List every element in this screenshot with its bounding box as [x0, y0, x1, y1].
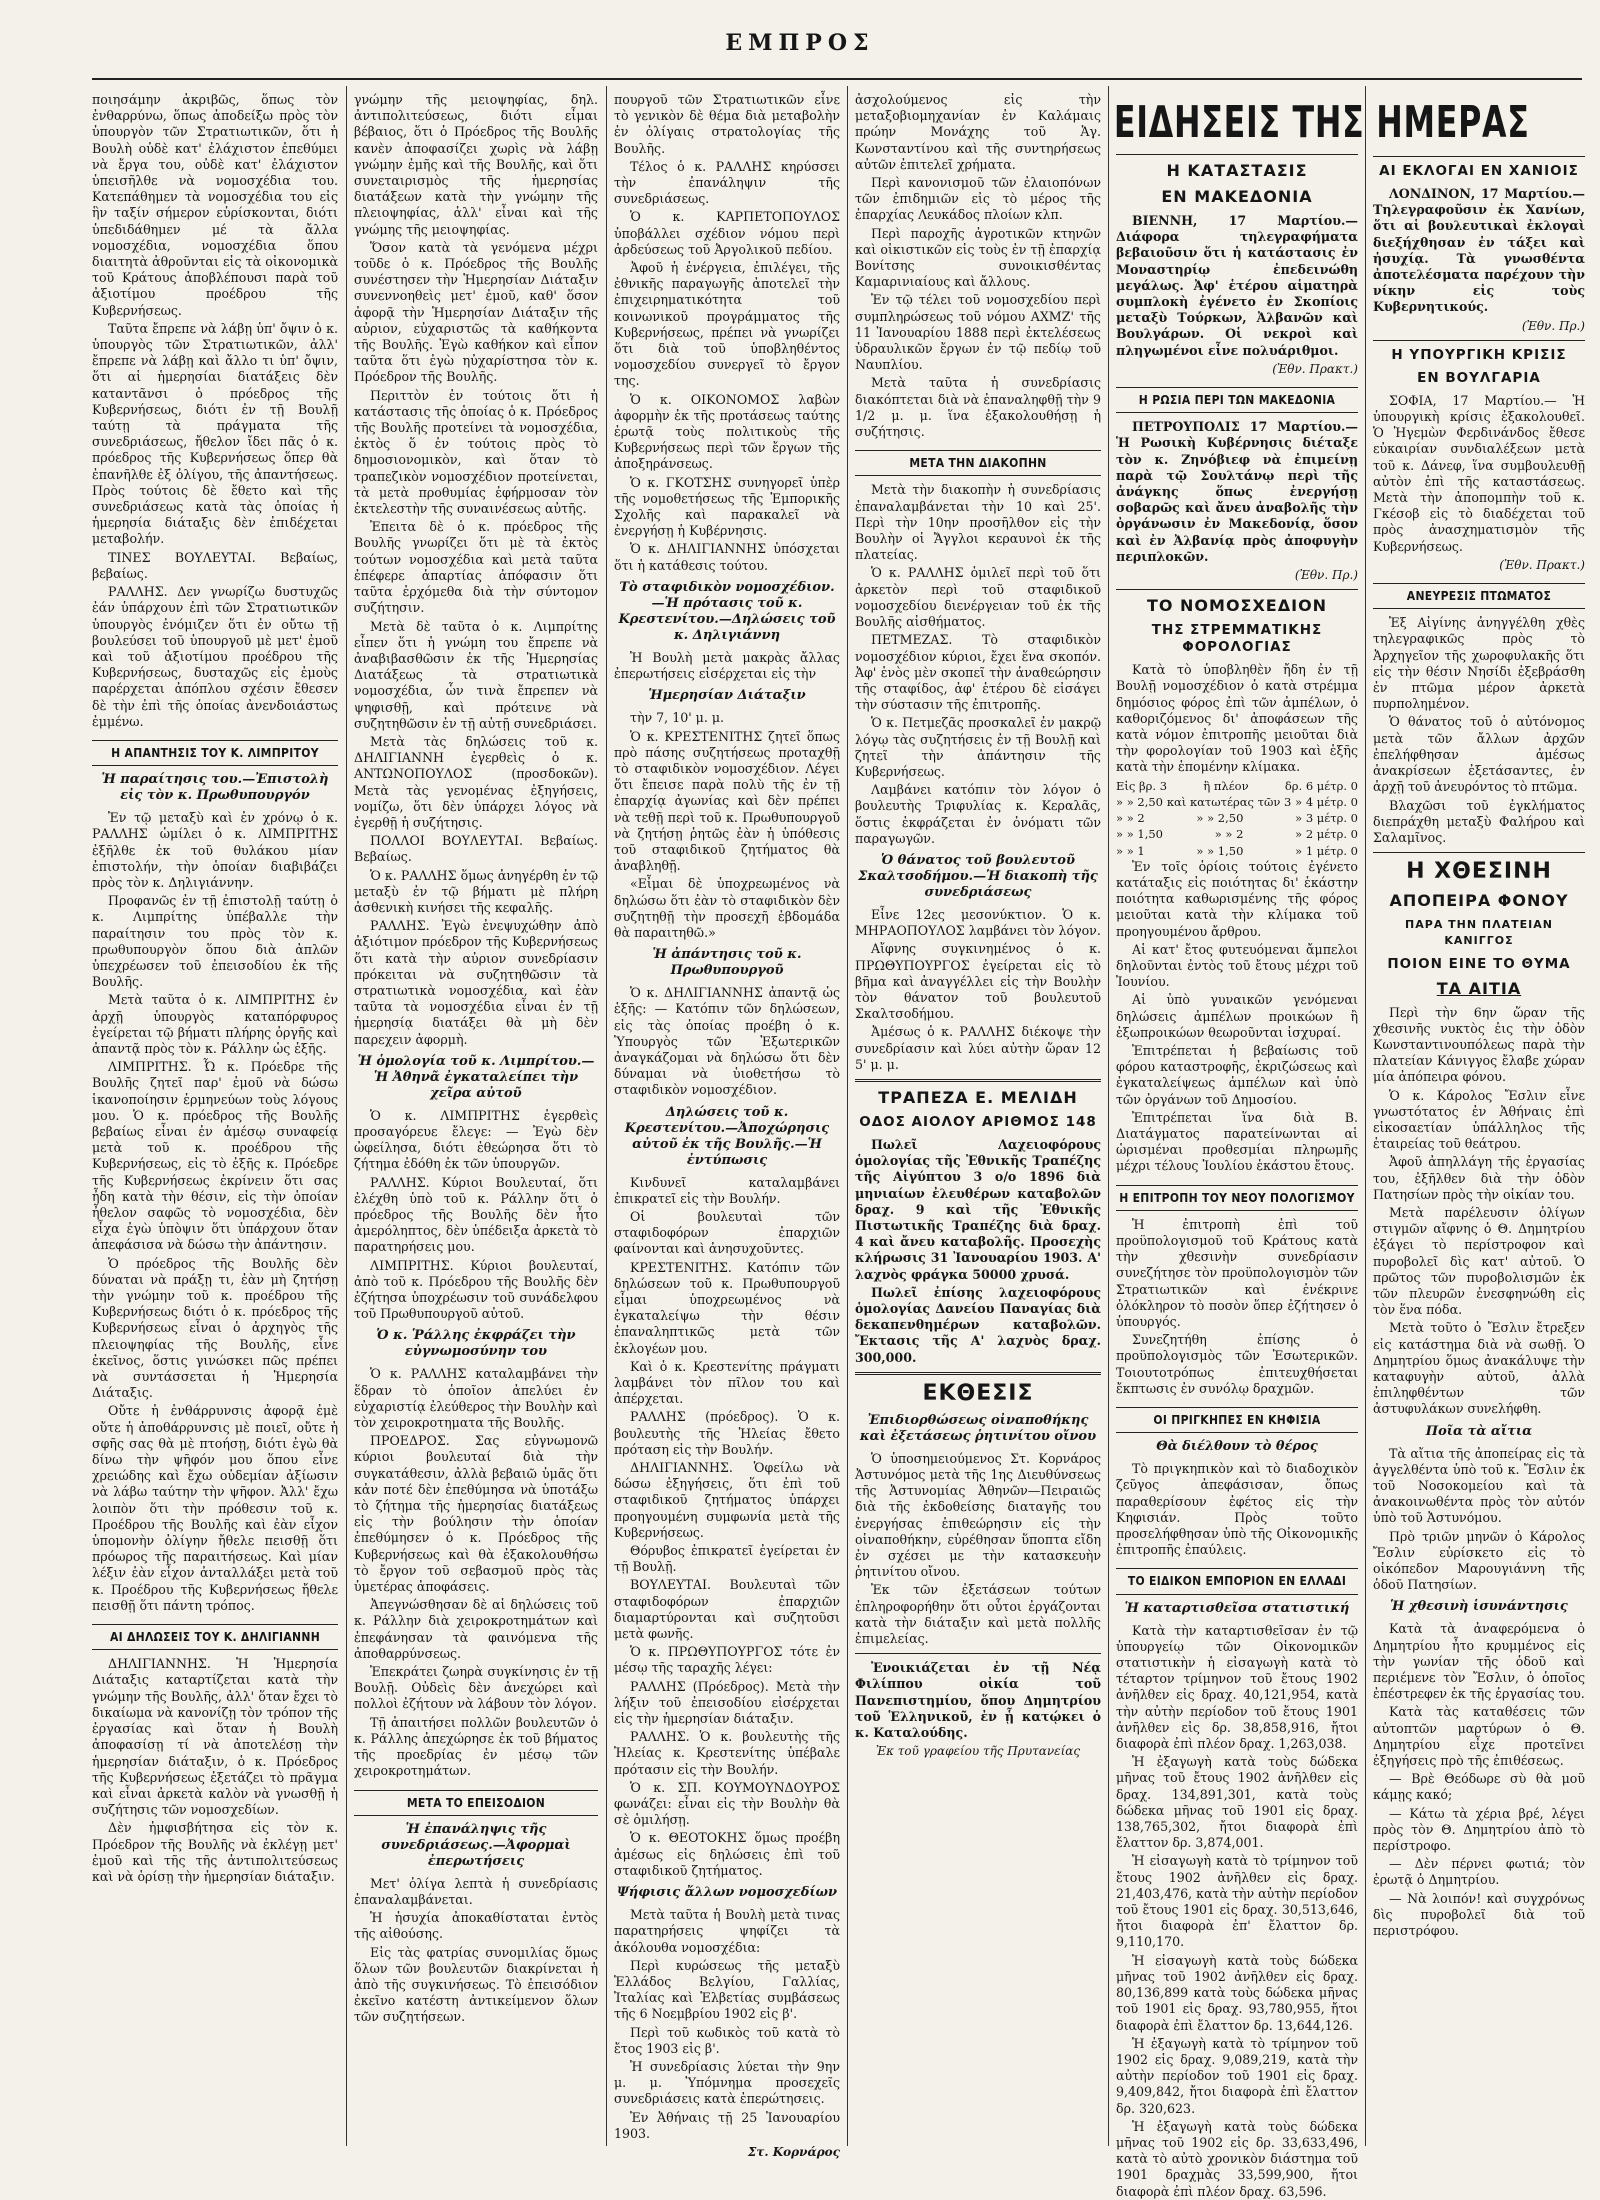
paragraph: — Δὲν πέρνει φωτιά; τὸν ἐρωτᾷ ὁ Δημητρίου.	[1373, 1856, 1585, 1888]
paragraph: Κατὰ τὰς καταθέσεις τῶν αὐτοπτῶν μαρτύρων ὁ Θ. Δημητρίου εἶχε προτεῖνει ἐξηγήσεις πρὸ τῆς ἐπιθέσεως.	[1373, 1704, 1585, 1769]
table-cell: δρ. 6 μέτρ. 0	[1284, 778, 1358, 793]
paragraph: Ὁ κ. Κάρολος Ἔσλιν εἶνε γνωστότατος ἐν Ἀθήναις ἐπὶ εἰκοσαετίαν ὑπάλληλος τῆς ἑταιρείας τοῦ θεάτρου.	[1373, 1087, 1585, 1152]
paragraph: ΛΟΝΔΙΝΟΝ, 17 Μαρτίου.— Τηλεγραφοῦσιν ἐκ Χανίων, ὅτι αἱ βουλευτικαὶ ἐκλογαὶ διεξήχθησαν ἐν τάξει καὶ ἡσυχίᾳ. Τὰ γνωσθέντα ἀποτελέσματα παρέχουν τὴν νίκην εἰς τοὺς Κυβερνητικούς.	[1373, 186, 1585, 315]
paragraph: ΡΑΛΛΗΣ. Δεν γνωρίζω δυστυχῶς ἐάν ὑπάρχουν ἐπὶ τῶν Στρατιωτικῶν ὑπουργὸς ἐνόμιζεν ὅτι ἐν οὔτω τῇ βουλεύσει τοῦ ὑπουργοῦ μὲ μετ' ἐμοῦ καὶ τοῦ ἀξιοτίμου προέδρου τῆς Κυβερνήσεως, δυσταχῶς εἰς ἐμοὺς παρέρχεται ἀπόπλου σχέσιν ἔθεσεν δὲ τὴν ἐπὶ τῆς ὁποίας ἀνενδοιάστως ἐμμένω.	[92, 584, 338, 729]
subheading: Ἡ ἀπάντησις τοῦ κ. Πρωθυπουργοῦ	[652, 947, 802, 979]
paragraph: Ὁ κ. ΟΙΚΟΝΟΜΟΣ λαβὼν ἀφορμὴν ἐκ τῆς προτάσεως ταύτης ἐρωτᾷ τοὺς πολιτικοὺς τῆς Κυβερνήσεως περὶ τῶν ἔργων τῆς ἀποξηράνσεως.	[614, 391, 840, 472]
paragraph: Ὁ κ. ΚΑΡΠΕΤΟΠΟΥΛΟΣ ὑποβάλλει σχέδιον νόμου περὶ ἀρδεύσεως τοῦ Ἀργολικοῦ πεδίου.	[614, 209, 840, 257]
paragraph: Λαμβάνει κατόπιν τὸν λόγον ὁ βουλευτὴς Τριφυλίας κ. Κεραλᾶς, ὅστις ἐκφράζεται ἐν ὀνόματι τῶν παραγωγῶν.	[855, 782, 1101, 846]
paragraph: Μετὰ ταῦτα ἡ συνεδρίασις διακόπτεται διὰ νὰ ἐπαναληφθῇ τὴν 9 1/2 μ. μ. ἵνα ἐξακολουθήσῃ ἡ συζήτησις.	[855, 375, 1101, 440]
paragraph: ΡΑΛΛΗΣ (πρόεδρος). Ὁ κ. βουλευτὴς τῆς Ἠλείας ἔθετο πρόταση εἰς τὴν Βουλήν.	[614, 1409, 840, 1457]
paragraph: Μετὰ ταῦτα ἡ Βουλὴ μετὰ τινας παρατηρήσεις ψηφίζει τὰ ἀκόλουθα νομοσχέδια:	[614, 1907, 840, 1955]
paragraph: Μετὰ τὴν διακοπὴν ἡ συνεδρίασις ἐπαναλαμβάνεται τὴν 10 καὶ 25'. Περὶ τὴν 10ην προσῆλθον εἰς τὴν Βουλὴν οἱ Ἄγγλοι κεραυνοὶ ἐκ τῆς πλατείας.	[855, 482, 1101, 563]
table-cell: » » 2,50	[1116, 794, 1163, 809]
paragraph: Ἐν τῷ τέλει τοῦ νομοσχεδίου περὶ συμπληρώσεως τοῦ νόμου ΑΧΜΖ' τῆς 11 Ἰανουαρίου 1888 περὶ ἐκτελέσεως ὑδραυλικῶν ἔργων ἐν τῷ πεδίῳ τοῦ Ναυπλίου.	[855, 292, 1101, 373]
column-1	[92, 92, 338, 2142]
paragraph: — Κάτω τὰ χέρια βρέ, λέγει πρὸς τὸν Θ. Δημητρίου ἀπὸ τὸ περίστροφο.	[1373, 1805, 1585, 1854]
subheading: Ἡμερησίαν Διάταξιν	[648, 688, 806, 704]
headline: ΕΝ ΜΑΚΕΔΟΝΙΑ	[1161, 187, 1313, 206]
paragraph: Τὰ αἴτια τῆς ἀποπείρας εἰς τὰ ἀγγελθέντα ὑπὸ τοῦ κ. Ἔσλιν ἐκ τοῦ Νοσοκομείου καὶ τὰ ἀνακοινωθέντα πρὸς τὸν αὐτόν ὑπὸ τοῦ Ἀστυνόμου.	[1373, 1445, 1585, 1526]
paragraph: ΠΕΤΜΕΖΑΣ. Τὸ σταφιδικὸν νομοσχέδιον κύριοι, ἔχει ἕνα σκοπόν. Ἀφ' ἑνὸς μὲν σκοπεῖ τὴν ἀναθεώρησιν τῆς σταφίδος, ἀφ' ἑτέρου δὲ εἰσάγει τὴν σύστασιν τῆς ἐπιτροπῆς.	[855, 632, 1101, 713]
paragraph: Μετὰ ταῦτα ὁ κ. ΛΙΜΠΡΙΤΗΣ ἐν ἀρχῇ ὑπουργὸς καταπόρφυρος ἐγείρεται τῷ βήματι πλήρης ὀργῆς καὶ ἀπαντᾷ πρὸς τὸν κ. Ράλλην ὡς ἑξῆς.	[92, 992, 338, 1056]
source-note: (Ἐθν. Πρακτ.)	[1499, 557, 1585, 572]
paragraph: — Βρὲ Θεόδωρε σὺ θὰ μοῦ κάμῃς κακό;	[1373, 1771, 1585, 1803]
paragraph: Πωλεῖ Λαχειοφόρους ὁμολογίας τῆς Ἐθνικῆς Τραπέζης τῆς Αἰγύπτου 3 ο/ο 1896 διὰ μηνιαίων ἐλευθέρων καταβολῶν δραχ. 9 καὶ τῆς Ἐθνικῆς Πιστωτικῆς Τραπέζης διὰ δραχ. 4 καὶ ἄνευ καταβολῆς. Προσεχὴς κλήρωσις 31 Ἰανουαρίου 1903. Α' λαχνὸς φράγκα 50000 χρυσά.	[855, 1136, 1101, 1282]
column-rule	[1365, 86, 1366, 2146]
paragraph: Μετὰ τοῦτο ὁ Ἔσλιν ἔτρεξεν εἰς κατάστημα διὰ νὰ σωθῇ. Ὁ Δημητρίου ὅμως ἀνακάλυψε τὴν καταφυγὴν αὐτοῦ, ἀλλὰ ἐπιληφθέντων τῶν ἀστυφυλάκων συνελήφθη.	[1373, 1320, 1585, 1417]
table-cell: » » 1,50	[1196, 843, 1244, 858]
paragraph: Εἰς τὰς φατρίας συνομιλίας ὅμως ὅλων τῶν βουλευτῶν διακρίνεται ἡ ἀπὸ τῆς συγκινήσεως. Τὸ ἐπεισόδιον ἐκεῖνο κατέστη ἀντικείμενον ὅλων τῶν συζητήσεων.	[354, 1944, 598, 2025]
paragraph: Ὁ πρόεδρος τῆς Βουλῆς δὲν δύναται νὰ πράξῃ τι, ἐὰν μὴ ζητήσῃ τὴν γνώμην τοῦ κ. προέδρου τῆς Κυβερνήσεως διότι ὁ κ. πρόεδρος τῆς Κυβερνήσεως εἶναι ὁ ἀρχηγὸς τῆς πλειοψηφίας τῆς Βουλῆς, εἶνε ἐκεῖνος, ὅστις γινώσκει πῶς πρέπει νὰ συντάσσεται ἡ Ἡμερησία Διάταξις.	[92, 1255, 338, 1401]
ad-divider	[855, 1079, 1101, 1082]
newspaper-name: ΕΜΠΡΟΣ	[725, 30, 875, 56]
paragraph: ΒΙΕΝΝΗ, 17 Μαρτίου.— Διάφορα τηλεγραφήματα βεβαιοῦσιν ὅτι ἡ κατάστασις ἐν Μοναστηρίῳ ἐπεδεινώθη μεγάλως. Ἀφ' ἑτέρου αἱματηρὰ συμπλοκὴ ἐγένετο ἐν Σκοπίοις μεταξὺ Τούρκων, Ἀλβανῶν καὶ Βουλγάρων. Οἱ νεκροὶ καὶ πληγωμένοι εἶνε πολυάριθμοι.	[1116, 213, 1358, 358]
subheading: Ἡ παραίτησις του.—Ἐπιστολὴ εἰς τὸν κ. Πρωθυπουργόν	[101, 772, 329, 804]
paragraph: γνώμην τῆς μειοψηφίας, δηλ. ἀντιπολιτεύσεως, διότι εἶμαι βέβαιος, ὅτι ὁ Πρόεδρος τῆς Βουλῆς κανὲν ἀποφασίζει χωρὶς νὰ λάβῃ γνώμην ἐμῆς καὶ τῆς Βουλῆς, καὶ ὅτι συνεταιρισμὸς τῆς ἡμερησίας διατάξεων κατὰ τὴν γνώμην τῆς πλειοψηφίας, ἀλλ' εἶναι καὶ τῆς γνώμης τῆς μειοψηφίας.	[354, 92, 598, 237]
paragraph: ΛΙΜΠΡΙΤΗΣ. Κύριοι βουλευταί, ἀπὸ τοῦ κ. Πρόεδρου τῆς Βουλῆς δὲν ἐζήτησα ὑποχρέωσιν τοῦ συνάδελφου τοῦ Πρωθυπουργοῦ αὐτοῦ.	[354, 1257, 598, 1322]
table-cell: » » 2	[1116, 811, 1145, 826]
table-row	[1116, 778, 1358, 794]
column-rule	[1108, 86, 1109, 2146]
paragraph: Κατὰ τὴν καταρτισθεῖσαν ἐν τῷ ὑπουργείῳ τῶν Οἰκονομικῶν στατιστικὴν ἡ εἰσαγωγὴ κατὰ τὸ τέταρτον τρίμηνον τοῦ ἔτους 1902 ἀνῆλθεν εἰς δραχ. 40,121,954, κατὰ τὴν αὐτὴν περίοδον τοῦ ἔτους 1901 ἀνῆλθεν εἰς δρ. 38,858,916, ἤτοι διαφορὰ ἐπὶ πλέον δραχ. 1,263,038.	[1116, 1622, 1358, 1752]
table-cell: καὶ κατωτέρας τῶν 3	[1166, 794, 1292, 809]
paragraph: ΔΗΛΙΓΙΑΝΝΗΣ. Ἡ Ἡμερησία Διάταξις καταρτίζεται κατὰ τὴν γνώμην τῆς Βουλῆς, ἀλλ' ὅταν ἔχει τὸ δικαίωμα νὰ κανονίζῃ τὸν τρόπον τῆς ἐργασίας καὶ ὅταν ἡ Βουλὴ ἀποφασίσῃ τί νὰ ἀποτελέσῃ τὴν ἡμερησίαν διάταξιν, ὁ κ. Πρόεδρος τῆς Κυβερνήσεως ἐξετάζει τὸ πρᾶγμα καὶ εἶναι ἀρκετὰ καλὸν νὰ γνωσθῇ ἡ συζήτησις τῶν νομοσχεδίων.	[92, 1656, 338, 1818]
paragraph: Ὁ κ. ΔΗΛΙΓΙΑΝΝΗΣ ἀπαντᾷ ὡς ἑξῆς: — Κατόπιν τῶν δηλώσεων, εἰς τὰς ὁποίας προέβη ὁ κ. Ὑπουργὸς τῶν Ἐξωτερικῶν ἀναγκάζομαι νὰ δηλώσω ὅτι δὲν δύναμαι νὰ ὑιοθετήσω τὸ σταφιδικὸν νομοσχέδιον.	[614, 985, 840, 1098]
subheading: Ὁ κ. Ῥάλλης ἐκφράζει τὴν εὐγνωμοσύνην του	[376, 1328, 576, 1360]
paragraph: Κινδυνεῖ καταλαμβάνει ἐπικρατεῖ εἰς τὴν Βουλήν.	[614, 1174, 840, 1206]
table-cell: » 2 μέτρ. 0	[1295, 827, 1358, 842]
headline: Η ΧΘΕΣΙΝΗ	[1406, 859, 1552, 885]
paragraph: Τῇ ἀπαιτήσει πολλῶν βουλευτῶν ὁ κ. Ράλλης ἀπεχώρησε ἐκ τοῦ βήματος τῆς προεδρίας ἐν μέσῳ τῶν χειροκροτημάτων.	[354, 1714, 598, 1779]
masthead-rule	[92, 78, 1582, 80]
masthead	[0, 0, 1600, 86]
paragraph: Ἡ Βουλὴ μετὰ μακρὰς ἄλλας ἐπερωτήσεις εἰσέρχεται εἰς τὴν	[614, 649, 840, 682]
subheading: Ψήφισις ἄλλων νομοσχεδίων	[616, 1885, 838, 1901]
paragraph: ΠΡΟΕΔΡΟΣ. Σας εὐγνωμονῶ κύριοι βουλευταί διὰ τὴν συγκατάθεσιν, ἀλλὰ βεβαιῶ ὑμᾶς ὅτι κἀν ποτέ δὲν ἐπεθύμησα νὰ ὑποτάξω τὸ ζήτημα τῆς ἡμερησίας διατάξεως εἰς τὴν βούλησιν τὴν ὁποίαν ἐπεθύμησεν ὁ κ. Πρόεδρος τῆς Κυβερνήσεως καὶ θὰ ἐξακολουθήσω τὸ ἔργον τοῦ σεβασμοῦ πρὸς τὰς ὑμετέρας ἀποφάσεις.	[354, 1433, 598, 1595]
paragraph: Μετὰ δὲ ταῦτα ὁ κ. Λιμπρίτης εἶπεν ὅτι ἡ γνώμη του ἔπρεπε νὰ ἀναβιβασθῶσιν ἐκ τῆς Ἡμερησίας Διατάξεως τὰ στρατιωτικὰ νομοσχέδια, ὧν τινὰ ἔπρεπεν νὰ ψηφισθῇ, καὶ πρότεινε νὰ συζητηθῶσιν ἐν τῇ αὐτῇ συνεδριάσει.	[354, 618, 598, 731]
signature: Στ. Κορνάρος	[747, 2144, 840, 2159]
headline: ΕΝ ΒΟΥΛΓΑΡΙΑ	[1417, 369, 1541, 386]
paragraph: Ἐξ Αἰγίνης ἀνηγγέλθη χθὲς τηλεγραφικῶς πρὸς τὸ Ἀρχηγεῖον τῆς χωροφυλακῆς ὅτι εἰς τὴν θέσιν Νησίδι ἐξεβράσθη ἐν πτῶμα μέρον ἀρκετὰ πυρπολημένον.	[1373, 615, 1585, 712]
paragraph: Περὶ κανονισμοῦ τῶν ἐλαιοπόνων τῶν ἐπιδημιῶν εἰς τὸ μέρος τῆς ἐπαρχίας Λευκάδος πλοίων κλπ.	[855, 175, 1101, 223]
paragraph: Ἐπεκράτει ζωηρὰ συγκίνησις ἐν τῇ Βουλῇ. Οὐδεὶς δὲν ἀνεχώρει καὶ πολλοὶ ἐζήτουν νὰ λάβουν τὸν λόγον.	[354, 1664, 598, 1712]
table-cell: » » 1	[1116, 843, 1145, 858]
paragraph: Ἐπιτρέπεται ἵνα διὰ Β. Διατάγματος παρατείνωνται αἱ ὡρισμέναι προθεσμίαι πληρωμῆς μέχρι τέλους Ἰουλίου ἑκάστου ἔτους.	[1116, 1109, 1358, 1174]
paragraph: Βλαχῶσι τοῦ ἐγκλήματος διεπράχθη μεταξὺ Φαλήρου καὶ Σαλαμῖνος.	[1373, 797, 1585, 845]
section-heading: ΜΕΤΑ ΤΗΝ ΔΙΑΚΟΠΗΝ	[855, 450, 1101, 476]
column-4	[855, 92, 1101, 2142]
paragraph: Κατὰ τὸ ὑποβληθὲν ἤδη ἐν τῇ Βουλῇ νομοσχέδιον ὁ κατὰ στρέμμα δημόσιος φόρος ἐπὶ τῶν ἀμπέλων, ὁ καθοριζόμενος δι' ἀποφάσεων τῆς κατὰ νόμον ἐπιτροπῆς μειοῦται διὰ τὴν φορολογίαν τοῦ 1903 καὶ ἑξῆς κατὰ τὴν ἑπομένην κλίμακα.	[1116, 662, 1358, 775]
headline: Η ΥΠΟΥΡΓΙΚΗ ΚΡΙΣΙΣ	[1391, 346, 1567, 363]
paragraph: ΡΑΛΛΗΣ. Κύριοι Βουλευταί, ὅτι ἐλέχθη ὑπὸ τοῦ κ. Ράλλην ὅτι ὁ πρόεδρος τῆς Βουλῆς δὲν ἦτο ἀμερόληπτος, δὲν ὑπέδειξα ἀρκετὰ τὸ παρατηρήσεις μου.	[354, 1174, 598, 1255]
paragraph: ΒΟΥΛΕΥΤΑΙ. Βουλευταὶ τῶν σταφιδοφόρων ἐπαρχιῶν διαμαρτύρονται καὶ συζητοῦσι μετὰ φωνῆς.	[614, 1577, 840, 1642]
paragraph: Ὁ κ. ΡΑΛΛΗΣ ὅμως ἀνηγέρθη ἐν τῷ μεταξὺ ἐν τῷ βήματι μὲ πλήρη ἀσθενικὴ κινήσει τῆς κεφαλῆς.	[354, 867, 598, 915]
dateline: Ἐν Ἀθήναις τῇ 25 Ἰανουαρίου 1903.	[614, 2109, 840, 2141]
headline: ΤΗΣ ΣΤΡΕΜΜΑΤΙΚΗΣ ΦΟΡΟΛΟΓΙΑΣ	[1151, 622, 1323, 656]
headline: ΤΑ ΑΙΤΙΑ	[1436, 978, 1522, 998]
table-cell: » » 2,50	[1196, 811, 1244, 826]
paragraph: Ἡ εἰσαγωγὴ κατὰ τὸ τρίμηνον τοῦ ἔτους 1902 ἀνῆλθεν εἰς δραχ. 21,403,476, κατὰ τὴν αὐτὴν περίοδον τοῦ ἔτους 1901 εἰς δραχ. 30,513,646, ἤτοι διαφορὰ ἐπ' ἔλαττον δρ. 9,110,170.	[1116, 1853, 1359, 1950]
paragraph: Συνεζητήθη ἐπίσης ὁ προϋπολογισμὸς τῶν Ἐσωτερικῶν. Τοιουτοτρόπως ἐπιτευχθήσεται ἔκπτωσις ἐν συνόλῳ δραχμῶν.	[1116, 1332, 1358, 1396]
table-row	[1116, 826, 1358, 842]
subheading: Ποῖα τὰ αἴτια	[1425, 1423, 1533, 1439]
paragraph: Ὁ κ. ΡΑΛΛΗΣ ὁμιλεῖ περὶ τοῦ ὅτι ἀρκετὸν περὶ τοῦ σταφιδικοῦ νομοσχεδίου διενέργειαν τοῦ ἐκ τῆς Βουλῆς αἰσθήματος.	[855, 565, 1101, 630]
subheading: Τὸ σταφιδικὸν νομοσχέδιον.—Ἡ πρότασις τοῦ κ. Κρεστενίτου.—Δηλώσεις τοῦ κ. Δηλιγιάννη	[618, 579, 836, 643]
paragraph: Ὁ κ. ΓΚΟΤΣΗΣ συνηγορεῖ ὑπὲρ τῆς νομοθετήσεως τῆς Ἐμπορικῆς Σχολῆς καὶ παρακαλεῖ νὰ ἐνεργήσῃ ἡ Κυβέρνησις.	[614, 474, 840, 539]
divider	[1373, 852, 1585, 853]
tax-scale-table	[1116, 778, 1358, 859]
paragraph: Ἀμέσως ὁ κ. ΡΑΛΛΗΣ διέκοψε τὴν συνεδρίασιν καὶ λύει αὐτὴν ὥραν 12 5' μ. μ.	[855, 1024, 1101, 1072]
subheading: Ἡ ἐπανάληψις τῆς συνεδριάσεως.—Ἀφορμαὶ ἐπερωτήσεις	[381, 1821, 571, 1869]
paragraph: Ὁ κ. ΛΙΜΠΡΙΤΗΣ ἐγερθεὶς προσαγόρευε ἔλεγε: — Ἐγὼ δὲν ὠφείλησα, διότι ἐθεώρησα ὅτι τὸ ζήτημα ἐδόθη ἐκ τῶν ὑπουργῶν.	[354, 1107, 598, 1172]
table-cell: Εἰς βρ. 3	[1116, 778, 1168, 793]
paragraph: Ἐπιτρέπεται ἡ βεβαίωσις τοῦ φόρου καταστροφῆς, ἐκριζώσεως καὶ ἐγκαταλείψεως ἀμπέλων καὶ ὑπὸ τῶν ὀργάνων τοῦ Δημοσίου.	[1116, 1042, 1358, 1107]
paragraph: Ὁ κ. ΠΡΩΘΥΠΟΥΡΓΟΣ τότε ἐν μέσῳ τῆς ταραχῆς λέγει:	[614, 1644, 840, 1676]
table-cell: » 3 μέτρ. 0	[1295, 811, 1358, 826]
paragraph: Ἡ εἰσαγωγὴ κατὰ τοὺς δώδεκα μῆνας τοῦ 1902 ἀνῆλθεν εἰς δραχ. 80,136,899 κατὰ τοὺς δώδεκα μῆνας τοῦ 1901 εἰς δραχ. 93,780,955, ἤτοι διαφορὰ ἐπὶ ἔλαττον δρ. 13,644,126.	[1116, 1952, 1358, 2033]
table-cell: » 4 μέτρ. 0	[1295, 794, 1358, 809]
column-3	[614, 92, 840, 2159]
headline: ΠΑΡΑ ΤΗΝ ΠΛΑΤΕΙΑΝ ΚΑΝΙΓΓΟΣ	[1405, 918, 1553, 948]
table-cell: » 1 μέτρ. 0	[1295, 843, 1358, 858]
paragraph: Εἶνε 12ες μεσονύκτιον. Ὁ κ. ΜΗΡΑΟΠΟΥΛΟΣ λαμβάνει τὸν λόγον.	[855, 906, 1101, 939]
paragraph: Ἐνοικιάζεται ἐν τῇ Νέᾳ Φιλίππου οἰκία τοῦ Πανεπιστημίου, ὅπου Δημητρίου τοῦ Ἑλληνικοῦ, ἐν ᾗ κατῴκει ὁ κ. Καταλούδης.	[855, 1660, 1101, 1741]
source-note: (Ἐθν. Πρ.)	[1294, 568, 1358, 583]
table-row	[1116, 843, 1358, 859]
section-heading: Η ΕΠΙΤΡΟΠΗ ΤΟΥ ΝΕΟΥ ΠΟΛΟΓΙΣΜΟΥ	[1116, 1185, 1358, 1211]
section-heading-large: ΕΚΘΕΣΙΣ	[922, 1380, 1034, 1406]
subheading: Ὁ θάνατος τοῦ βουλευτοῦ Σκαλτσοδήμου.—Ἡ διακοπὴ τῆς συνεδριάσεως	[858, 852, 1098, 900]
paragraph: Ταῦτα ἔπρεπε νὰ λάβῃ ὑπ' ὄψιν ὁ κ. ὑπουργὸς τῶν Στρατιωτικῶν, ἀλλ' ἔπρεπε νὰ λάβῃ καὶ ἄλλο τι ὑπ' ὄψιν, ὅτι αἱ ἡμερησίαι διατάξεις δὲν καταντᾶνσι ὁ πρόεδρος τῆς Κυβερνήσεως, διότι ἐν τῇ Βουλῇ ταύτῃ τὰ πράγματα τῆς συνεδριάσεως, ἤθελον ἴδει πᾶς ὁ κ. πρόεδρος τῆς Κυβερνήσεως ὅπερ θὰ ἐπανῆλθε ἐξ ὀλίγου, τῆς ἀπαντήσεως. Πρὸς τούτοις δὲ ἔθετο καὶ τῆς συνεδριάσεως κατὰ τὰς ὁποίας ἡ ἡμερησία διάταξις δὲν ἐπιδέχεται μεταβολήν.	[92, 320, 338, 547]
column-rule	[606, 86, 607, 2146]
column-2	[354, 92, 598, 2142]
table-cell: » » 2	[1214, 827, 1244, 842]
paragraph: Οἱ βουλευταὶ τῶν σταφιδοφόρων ἐπαρχιῶν φαίνονται καὶ ἀνησυχοῦντες.	[614, 1208, 840, 1257]
paragraph: ΛΙΜΠΡΙΤΗΣ. Ὦ κ. Πρόεδρε τῆς Βουλῆς ζητεῖ παρ' ἐμοῦ νὰ δώσω ἱκανοποίησιν ἑρμηνεύων τοὺς λόγους μου. Ὁ κ. πρόεδρος τῆς Βουλῆς βεβαίως εἶναι ἐν ἀμέσῳ συναφείᾳ μετὰ τοῦ κ. προέδρου τῆς Κυβερνήσεως, εἰς τὸ ἐξῆς κ. Πρόεδρε τῆς Κυβερνήσεως ἐκρίνειν ὅτι σας ἦδη κατὰ τὴν θέσιν, εἰς τὴν ὁποίαν ἦθελον σαφῶς τὸ νομοσχέδια, δὲν εἶχα ἐγὼ ὑπὸψιν ὅτι ὑπάρχουν ὅταν ἀπεφάσισα νὰ δώσω τὴν ἀπάντησιν.	[92, 1059, 338, 1253]
paragraph: Ὁ κ. ΔΗΛΙΓΙΑΝΝΗΣ ὑπόσχεται ὅτι ἡ κατάθεσις τούτου.	[614, 541, 840, 573]
paragraph: Πρὸ τριῶν μηνῶν ὁ Κάρολος Ἔσλιν εὑρίσκετο εἰς τὸ οἰκόπεδον Μαρουγιάννη τῆς ὁδοῦ Πατησίων.	[1373, 1528, 1585, 1593]
headline: ΑΙ ΕΚΛΟΓΑΙ ΕΝ ΧΑΝΙΟΙΣ	[1379, 163, 1579, 179]
paragraph: Αἱ ὑπὸ γυναικῶν γενόμεναι δηλώσεις ἀμπέλων προικώων ἢ ἐξωπροικώων θεωροῦνται ἰσχυραί.	[1116, 992, 1358, 1040]
paragraph: Αἱ κατ' ἔτος φυτευόμεναι ἄμπελοι δηλοῦνται ἐντὸς τοῦ ἔτους μέχρι τοῦ Ἰουνίου.	[1116, 941, 1358, 990]
section-heading: ΤΟ ΕΙΔΙΚΟΝ ΕΜΠΟΡΙΟΝ ΕΝ ΕΛΛΑΔΙ	[1116, 1568, 1358, 1594]
paragraph: τὴν 7, 10' μ. μ.	[630, 710, 725, 726]
table-row	[1116, 810, 1358, 826]
paragraph: Ἐκ τῶν ἐξετάσεων τούτων ἐπληροφορήθην ὅτι οὗτοι ἐργάζονται κατὰ τὴν διάταξιν καὶ μετὰ πολλῆς ἐπιμελείας.	[855, 1582, 1101, 1647]
source-note: (Ἐθν. Πρακτ.)	[1272, 361, 1358, 376]
paragraph: Ὁ κ. ΚΡΕΣΤΕΝΙΤΗΣ ζητεῖ ὅπως πρὸ πάσης συζητήσεως προταχθῇ τὸ σταφιδικὸν νομοσχέδιον. Λέγει ὅτι ἔπεισε παρὰ πολὺ τῆς ἐν τῇ ἐπαρχίᾳ ἀγωνίας καὶ δὲν πρέπει νὰ τεθῇ περὶ τοῦ κ. Πρωθυπουργοῦ νὰ ζητήσῃ ῥητῶς ἐὰν ἡ ὑπόθεσις τοῦ σταφιδικοῦ ζητήματος θὰ ἀναβληθῇ.	[614, 728, 840, 874]
headline: ΑΠΟΠΕΙΡΑ ΦΟΝΟΥ	[1389, 891, 1569, 911]
paragraph: Πωλεῖ ἐπίσης λαχειοφόρους ὁμολογίας Δανείου Παναγίας διὰ δεκαπενθημέρων καταβολῶν. Ἔκτασις τῆς Α' λαχνὸς δραχ. 300,000.	[855, 1284, 1101, 1365]
paragraph: Ἀφοῦ ἀπηλλάγη τῆς ἐργασίας του, ἐξῆλθεν διὰ τὴν ὁδὸν Πατησίων πρὸς τὴν οἰκίαν του.	[1373, 1154, 1585, 1202]
paragraph: Περὶ τὴν 6ην ὥραν τῆς χθεσινῆς νυκτὸς ἐις τὴν ὁδὸν Κωνσταντινουπόλεως παρὰ τὴν πλατείαν Κάνιγγος ἔλαβε χώραν μία ἀπόπειρα φόνου.	[1373, 1004, 1585, 1085]
column-6	[1373, 92, 1585, 2142]
paragraph: — Νὰ λοιπόν! καὶ συγχρόνως δὶς πυροβολεῖ διὰ τοῦ περιστρόφου.	[1373, 1890, 1585, 1939]
divider	[1373, 340, 1585, 341]
paragraph: ΡΑΛΛΗΣ. Ἐγὼ ἐνεψυχώθην ἀπὸ ἀξιότιμον πρόεδρον τῆς Κυβερνήσεως ὅτι κατὰ τὴν αὐριον συνεδρίασιν πρόκειται νὰ συζητηθῶσιν τὰ στρατιωτικὰ νομοσχέδια, καὶ ἐὰν ταῦτα τὰ νομοσχέδια εἶναι ἐν τῇ ἡμερησίᾳ διατάξει θὰ μὴ δὲν παρεχειν ἀφορμὴ.	[354, 918, 598, 1047]
paragraph: Ἡ ἡσυχία ἀποκαθίσταται ἐντὸς τῆς αἰθούσης.	[354, 1910, 598, 1942]
paragraph: Ὁ θάνατος τοῦ ὁ αὐτόνομος μετὰ τῶν ἄλλων ἀρχῶν ἐπελήφθησαν ἀμέσως ἀνακρίσεων ἐξετάσαντες, ἐν ἀρχῇ τοῦ ἀνευρόντος τὸ πτῶμα.	[1373, 714, 1585, 795]
paragraph: ΔΗΛΙΓΙΑΝΝΗΣ. Ὁφείλω νὰ δώσω ἐξηγήσεις, ὅτι ἐπὶ τοῦ σταφιδικοῦ ζητήματος ὑπάρχει προηγουμένη συμφωνία μετὰ τῆς Κυβερνήσεως.	[614, 1460, 840, 1540]
divider	[1116, 154, 1358, 155]
paragraph: ἀσχολούμενος εἰς τὴν μεταξοβιομηχανίαν ἐν Καλάμαις πρώην Μονάχης τοῦ Ἁγ. Κωνσταντίνου καὶ τῆς συντηρήσεως αὐτῶν ἐπιτελεῖ χρήματα.	[855, 92, 1101, 172]
paragraph: Ἀφοῦ ἡ ἐνέργεια, ἐπιλέγει, τῆς ἐθνικῆς παραγωγῆς ἀποτελεῖ τὴν ἐπιχειρηματικότητα τοῦ κοινωνικοῦ προγράμματος τῆς Κυβερνήσεως, πρέπει νὰ γνωρίζει ὅτι διὰ τοῦ ὑποβληθέντος νομοσχεδίου συνεργεῖ τὸ ἔργον της.	[614, 260, 840, 389]
paragraph: Οὔτε ἡ ἐνθάρρυνσις ἀφορᾷ ἐμὲ οὔτε ἡ ἀποθάρρυνσις μὲ ποιεῖ, οὔτε ἡ σφῆς σας θὰ μὲ πτοήσῃ, διότι ἐγὼ θὰ δίνω τὴν ψῆφόν μου ὅπου εἶνε χρειώδης καὶ ἔχω οὐδεμίαν ἀξίωσιν νὰ λάβω ταύτην τὴν ψῆφον. Ἀλλ' ἔχω λοιπὸν ὅτι τὴν πρόθεσιν τοῦ κ. Προέδρου τῆς Βουλῆς καὶ ἐὰν εἶχον ὑπομονὴν ὀλίγην ἤθελε πεισθῇ ὅτι πρόωρος τῆς παραιτήσεως. Καὶ μίαν λέξιν ἐὰν εἶχον ἀνταλλάξει μετὰ τοῦ κ. Προέδρου τῆς Κυβερνήσεως ἤθελε πεισθῇ ὅτι πάντη τρόπος.	[92, 1403, 338, 1613]
paragraph: Ὁ κ. ΘΕΟΤΟΚΗΣ ὅμως προέβη ἀμέσως εἰς δηλώσεις ἐπὶ τοῦ σταφιδικοῦ ζητήματος.	[614, 1830, 840, 1878]
section-heading: Η ΡΩΣΙΑ ΠΕΡΙ ΤΩΝ ΜΑΚΕΔΟΝΙΑ	[1116, 387, 1358, 413]
paragraph: Περὶ παροχῆς ἀγροτικῶν κτηνῶν καὶ οἰκιστικῶν εἰς τοὺς ἐν τῇ ἐπαρχίᾳ Βονίτσης συνοικισθέντας Καμαρινιαίους καὶ ἄλλους.	[855, 225, 1101, 290]
bank-ad-address: ΟΔΟΣ ΑΙΟΛΟΥ ΑΡΙΘΜΟΣ 148	[859, 1113, 1097, 1130]
paragraph: Ἐν τῷ μεταξὺ καὶ ἐν χρόνῳ ὁ κ. ΡΑΛΛΗΣ ὡμίλει ὁ κ. ΛΙΜΠΡΙΤΗΣ ἐξῆλθε ἐκ τοῦ θυλάκου μίαν ἐπιστολήν, τὴν ὁποίαν διαβιβάζει πρὸς τὸν κ. Δηλιγιάννην.	[92, 810, 338, 890]
paragraph: ΠΟΛΛΟΙ ΒΟΥΛΕΥΤΑΙ. Βεβαίως. Βεβαίως.	[354, 833, 598, 865]
bank-ad-title: ΤΡΑΠΕΖΑ Ε. ΜΕΛΙΔΗ	[878, 1087, 1078, 1107]
headline-spacer	[1373, 92, 1585, 150]
paragraph: Μετὰ τὰς δηλώσεις τοῦ κ. ΔΗΛΙΓΙΑΝΝΗ ἐγερθεὶς ὁ κ. ΑΝΤΩΝΟΠΟΥΛΟΣ (προσδοκῶν). Μετὰ τὰς γενομένας ἐξηγήσεις, νομίζω, ὅτι δὲν ὑπάρχει λόγος νὰ ἐγερθῇ ἡ συζήτησις.	[354, 733, 598, 830]
paragraph: ΡΑΛΛΗΣ. Ὁ κ. βουλευτὴς τῆς Ἠλείας κ. Κρεστενίτης ὑπέβαλε πρότασιν εἰς τὴν Βουλήν.	[614, 1729, 840, 1777]
paragraph: Περιττὸν ἐν τούτοις ὅτι ἡ κατάστασις τῆς ὁποίας ὁ κ. Πρόεδρος τῆς Βουλῆς προτείνει τὰ νομοσχέδια, ἐκτὸς ὅ ἐν τούτοις πρὸς τὸ δημοσιονομικὸν, καὶ ὅταν τὸ τραπεζικὸν νομοσχέδιον προτείνεται, τὰ μετὰ προθυμίας ἐφήρμοσαν τὸν ἐκτελεστὴν τῆς συναινέσεως αὐτῆς.	[354, 387, 598, 517]
column-rule	[847, 86, 848, 2146]
paragraph: Τέλος ὁ κ. ΡΑΛΛΗΣ κηρύσσει τὴν ἐπανάληψιν τῆς συνεδριάσεως.	[614, 158, 840, 207]
paragraph: ΡΑΛΛΗΣ (Πρόεδρος). Μετὰ τὴν λήξιν τοῦ ἐπεισοδίου εἰσέρχεται εἰς τὴν ἡμερησίαν διάταξιν.	[614, 1678, 840, 1727]
paragraph: Ἡ ἐξαγωγὴ κατὰ τοὺς δώδεκα μῆνας τοῦ 1902 εἰς δρ. 33,633,496, κατὰ τὸ αὐτὸ χρονικὸν διάστημα τοῦ 1901 δραχμὰς 33,599,900, ἤτοι διαφορὰ ἐπὶ πλέον δραχ. 63,596.	[1116, 2118, 1358, 2199]
section-heading: ΜΕΤΑ ΤΟ ΕΠΕΙΣΟΔΙΟΝ	[354, 1790, 598, 1816]
paragraph: Ὁ κ. Πετμεζᾶς προσκαλεῖ ἐν μακρῷ λόγῳ τὰς συζητήσεις ἐν τῇ Βουλῇ καὶ ζητεῖ τὴν ἀπάντησιν τῆς Κυβερνήσεως.	[855, 715, 1101, 779]
section-heading: ΟΙ ΠΡΙΓΚΗΠΕΣ ΕΝ ΚΗΦΙΣΙΑ	[1116, 1407, 1358, 1433]
paragraph: ΚΡΕΣΤΕΝΙΤΗΣ. Κατόπιν τῶν δηλώσεων τοῦ κ. Πρωθυπουργοῦ εἶμαι ὑποχρεωμένος νὰ ἐγκαταλείψω τὴν θέσιν ἐπαναληπτικῶς μετὰ τῶν ἐκλογέων μου.	[614, 1259, 840, 1356]
subheading: Ἡ ὁμολογία τοῦ κ. Λιμπρίτου.—Ἡ Ἀθηνᾶ ἐγκαταλείπει τὴν χεῖρα αὐτοῦ	[357, 1053, 595, 1101]
paragraph: Προφανῶς ἐν τῇ ἐπιστολῇ ταύτῃ ὁ κ. Λιμπρίτης ὑπέβαλλε τὴν παραίτησιν του πρὸς τὸν κ. πρωθυπουργὸν ὅπου διὰ ἀπλῶν ὑπεχρέωσεν τοῦ ἐπεισοδίου ἐκ τῆς Βουλῆς.	[92, 893, 338, 990]
divider	[855, 1653, 1101, 1654]
paragraph: ΤΙΝΕΣ ΒΟΥΛΕΥΤΑΙ. Βεβαίως, βεβαίως.	[92, 549, 338, 581]
subheading: Ἐπιδιορθώσεως οἰναποθήκης καὶ ἐξετάσεως ῥητινίτου οἴνου	[859, 1412, 1097, 1444]
paragraph: Κατὰ τὰ ἀναφερόμενα ὁ Δημητρίου ἦτο κρυμμένος εἰς τὴν γωνίαν τῆς ὁδοῦ καὶ περιέμενε τὸν Ἔσλιν, ὁ ὁποῖος ἐπέστρεφεν ἐκ τῆς ἐργασίας του.	[1373, 1621, 1585, 1702]
paragraph: Ἀπεγνώσθησαν δὲ αἱ δηλώσεις τοῦ κ. Ράλλην διὰ χειροκροτημάτων καὶ ἐπεφάνησαν τὰ φαινόμενα τῆς ἀποθαρρύνσεως.	[354, 1597, 598, 1661]
table-cell: » » 1,50	[1116, 827, 1163, 842]
section-heading: ΑΙ ΔΗΛΩΣΕΙΣ ΤΟΥ Κ. ΔΗΛΙΓΙΑΝΝΗ	[92, 1624, 338, 1650]
paragraph: Καὶ ὁ κ. Κρεστενίτης πράγματι λαμβάνει τὸν πῖλον του καὶ ἀπέρχεται.	[614, 1358, 840, 1407]
source-note: Ἐκ τοῦ γραφείου τῆς Πρυτανείας	[875, 1744, 1081, 1759]
subheading: Ἡ καταρτισθεῖσα στατιστική	[1124, 1600, 1350, 1616]
paragraph: Περὶ κυρώσεως τῆς μεταξὺ Ἑλλάδος Βελγίου, Γαλλίας, Ἰταλίας καὶ Ἑλβετίας συμβάσεως τῆς 6 Νοεμβρίου 1902 εἰς β'.	[614, 1957, 840, 2022]
paragraph: Τὸ πριγκηπικὸν καὶ τὸ διαδοχικὸν ζεῦγος ἀπεφάσισαν, ὅπως παραθερίσουν ἐφέτος εἰς τὴν Κηφισιάν. Πρὸς τοῦτο προσελήφθησαν ὑπὸ τῆς Οἰκονομικῆς ἐπιτροπῆς ἐπαύλεις.	[1116, 1461, 1358, 1558]
paragraph: Θόρυβος ἐπικρατεῖ ἐγείρεται ἐν τῇ Βουλῇ.	[614, 1543, 840, 1575]
headline: ΠΟΙΟΝ ΕΙΝΕ ΤΟ ΘΥΜΑ	[1387, 955, 1571, 972]
paragraph: Ὁ κ. ΡΑΛΛΗΣ καταλαμβάνει τὴν ἕδραν τὸ ὁποῖον ἀπελύει ἐν εὐχαριστίᾳ ἐλεύθερος τὴν Βουλὴν καὶ τὸν χειροκροτηματα τῆς Βουλῆς.	[354, 1366, 598, 1431]
paragraph: Μετὰ παρέλευσιν ὀλίγων στιγμῶν αἴφνης ὁ Θ. Δημητρίου ἐξάγει τὸ περίστροφον καὶ πυροβολεῖ δὶς κατ' αὐτοῦ. Ὁ πρῶτος τῶν πυροβολισμῶν ἐκ τῶν πλευρῶν ἐνεσφηνώθη εἰς τὸν ἕνα πόδα.	[1373, 1204, 1585, 1318]
paragraph: Περὶ τοῦ κωδικὸς τοῦ κατὰ τὸ ἔτος 1903 εἰς β'.	[614, 2024, 840, 2056]
paragraph: ποιησάμην ἀκριβῶς, ὅπως τὸν ἐνθαρρύνω, ὅπως ἀποδείξω πρὸς τὸν ὑπουργὸν τῶν Στρατιωτικῶν, ὅτι ἡ Βουλὴ οὐδὲ κατ' ἐλάχιστον ἐπεθύμει νὰ ἔργα του, οὐδὲ κατ' ἐλάχιστον ὑπεισῆλθε νὰ νομοσχέδια του. Κατεπάθημεν τὰ νομοσχέδια του εἰς ἣν ταξίν σήμερον εὑρίσκονται, διότι ὑπεδιδάθημεν μέ τὰ ἄλλα νομοσχέδια, νομοσχέδια ὅπου διαιτητὰ ἀθροῦνται εἰς τὰ οἰκονομικὰ τοῦ Κράτους ἀποβλέπουσι παρὰ τοῦ ἀξιοτίμου προέδρου τῆς Κυβερνήσεως.	[92, 92, 338, 318]
column-rule	[346, 86, 347, 2146]
paragraph: Αἴφνης συγκινημένος ὁ κ. ΠΡΩΘΥΠΟΥΡΓΟΣ ἐγείρεται εἰς τὸ βῆμα καὶ ἀναγγέλλει εἰς τὴν Βουλὴν τὸν θάνατον τοῦ βουλευτοῦ Σκαλτσοδήμου.	[855, 941, 1101, 1022]
paragraph: «Εἶμαι δὲ ὑποχρεωμένος νὰ δηλώσω ὅτι ἐὰν τὸ σταφιδικὸν δὲν συζητηθῇ τὴν προσεχῆ ἑβδομάδα θὰ παραιτηθῶ.»	[614, 876, 840, 940]
ad-divider	[855, 1372, 1101, 1375]
section-heading: Η ΑΠΑΝΤΗΣΙΣ ΤΟΥ Κ. ΛΙΜΠΡΙΤΟΥ	[92, 740, 338, 766]
table-cell: ἢ πλέον	[1203, 778, 1249, 793]
divider	[1373, 156, 1585, 157]
paragraph: πουργοῦ τῶν Στρατιωτικῶν εἶνε τὸ γενικὸν δὲ θέμα διὰ μεταβολὴν ἐν ὀλίγαις στρατολογίας τῆς Βουλῆς.	[614, 92, 840, 156]
paragraph: ΣΟΦΙΑ, 17 Μαρτίου.— Ἡ ὑπουργικὴ κρίσις ἐξακολουθεῖ. Ὁ Ἡγεμὼν Φερδινάνδος ἔθεσε εὐκαιρίαν συνδιαλέξεων μετὰ τοῦ κ. Δάνεφ, ἵνα συμβουλευθῇ αὐτὸν ἐπὶ τῆς καταστάσεως. Μετὰ τὴν ἀποπομπὴν τοῦ κ. Γκέσοβ εἰς τὸ διαδέχεται τοῦ πρὸς ἀνασχηματισμὸν τῆς Κυβερνήσεως.	[1373, 392, 1585, 554]
paragraph: Ὁ κ. ΣΠ. ΚΟΥΜΟΥΝΔΟΥΡΟΣ φωνάζει: εἶναι εἰς τὴν Βουλὴν θὰ σὲ ὁμιλήσῃ.	[614, 1779, 840, 1828]
paragraph: Ἡ ἐξαγωγὴ κατὰ τὸ τρίμηνον τοῦ 1902 εἰς δραχ. 9,089,219, κατὰ τὴν αὐτὴν περίοδον τοῦ 1901 εἰς δραχ. 9,409,842, ἤτοι διαφορὰ ἐπὶ ἔλαττον δρ. 320,623.	[1116, 2035, 1358, 2116]
subheading: Θὰ διέλθουν τὸ θέρος	[1156, 1439, 1318, 1455]
section-heading: ΑΝΕΥΡΕΣΙΣ ΠΤΩΜΑΤΟΣ	[1373, 583, 1585, 609]
main-headline: ΕΙΔΗΣΕΙΣ ΤΗΣ ΗΜΕΡΑΣ	[1113, 97, 1530, 148]
paragraph: Ἡ ἐπιτροπὴ ἐπὶ τοῦ προϋπολογισμοῦ τοῦ Κράτους κατὰ τὴν χθεσινὴν συνεδρίασιν συνεζήτησε τὸν προϋπολογισμὸν τῶν Στρατιωτικῶν καὶ ἐνέκρινε ὁλόκληρον τὸ ποσὸν ὅπερ ἐζήτησεν ὁ ὑπουργός.	[1116, 1216, 1358, 1329]
paragraph: Ἐν τοῖς ὁρίοις τούτοις ἐγένετο κατάταξις εἰς ποιότητας δι' ἑκάστην ποιότητα καθωρισμένης τῆς φόρος μειοῦται κατὰ τὴν κλίμακα τοῦ προηγουμένου ἄρθρου.	[1116, 858, 1358, 939]
paragraph: Δὲν ἠμφισβήτησα εἰς τὸν κ. Πρόεδρον τῆς Βουλῆς νὰ ἐκλέγῃ μετ' ἐμοῦ καὶ τῆς τῆς ἀντιπολιτεύσεως καὶ νὰ ὁρίσῃ τὴν ἡμερησίαν διάταξιν.	[92, 1820, 338, 1884]
headline: ΤΟ ΝΟΜΟΣΧΕΔΙΟΝ	[1146, 596, 1328, 616]
paragraph: ΠΕΤΡΟΥΠΟΛΙΣ 17 Μαρτίου.— Ἡ Ρωσικὴ Κυβέρνησις διέταξε τὸν κ. Ζηνόβιεφ νὰ ἐπιμείνῃ παρὰ τῷ Σουλτάνῳ περὶ τῆς ἀνάγκης ὅπως ἐνεργήσῃ σοβαρῶς καὶ ἄνευ ἀναβολῆς τὴν ὀργάνωσιν ἐν Μακεδονίᾳ, ὅσον καὶ ἐν Ἀλβανίᾳ πρὸς ἀποφυγὴν περιπλοκῶν.	[1116, 419, 1358, 564]
table-row	[1116, 794, 1358, 810]
subheading: Ἡ χθεσινὴ ἱσυνάντησις	[1390, 1599, 1568, 1615]
source-note: (Ἐθν. Πρ.)	[1521, 318, 1585, 333]
divider	[1116, 589, 1358, 590]
paragraph: Ὅσον κατὰ τὰ γενόμενα μέχρι τοῦδε ὁ κ. Πρόεδρος τῆς Βουλῆς συνέστησεν τὴν Ἡμερησίαν Διάταξιν συνεννοηθεὶς μετ' ἐμοῦ, καθ' ὅσον ἀφορᾷ τὴν Ἡμερησίαν Διάταξιν τῆς αὐριον, εὐχαριστῶς τὰ καθήκοντα τῆς Βουλῆς. Ἐγὼ καθήκον καὶ εἶπον ταῦτα ὅτι ἐγὼ ηὐχαρίστησα τὸν κ. Πρόεδρον τῆς Βουλῆς.	[354, 239, 598, 385]
headline: Η ΚΑΤΑΣΤΑΣΙΣ	[1166, 161, 1308, 180]
subheading: Δηλώσεις τοῦ κ. Κρεστενίτου.—Ἀποχώρησις αὐτοῦ ἐκ τῆς Βουλῆς.—Ἡ ἐντύπωσις	[624, 1104, 830, 1168]
paragraph: Ἐπειτα δὲ ὁ κ. πρόεδρος τῆς Βουλῆς γνωρίζει ὅτι μὲ τὰ ἐκτὸς τούτων νομοσχέδια καὶ μετὰ ταῦτα ἐπέφερε ἀπαρτίας ἀπόφασιν ὅτι ταῦτα ἐρχόμεθα διὰ τὴν σύντομον συζήτησιν.	[354, 519, 598, 616]
paragraph: Ὁ ὑποσημειούμενος Στ. Κορνάρος Ἀστυνόμος μετὰ τῆς 1ης Διευθύνσεως τῆς Ἀστυνομίας Ἀθηνῶν—Πειραιῶς διὰ τῆς ἐκδοθείσης διαταγῆς του ἐνεργήσας ἐπιθεώρησιν εἰς τὴν οἰναποθήκην, εὑρέθησαν ὕποπτα εἴδη ἐν σχέσει με τὴν κατασκευὴν ῥητινίτου οἴνου.	[855, 1450, 1101, 1580]
paragraph: Ἡ συνεδρίασις λύεται τὴν 9ην μ. μ. Ὑπόμνημα προσεχεῖς συνεδριάσεις κατὰ ἐπερώτησεις.	[614, 2058, 840, 2107]
paragraph: Μετ' ὀλίγα λεπτὰ ἡ συνεδρίασις ἐπαναλαμβάνεται.	[354, 1875, 598, 1907]
paragraph: Ἡ ἐξαγωγὴ κατὰ τοὺς δώδεκα μῆνας τοῦ ἔτους 1902 ἀνῆλθεν εἰς δραχ. 134,891,301, κατὰ τοὺς δώδεκα μῆνας τοῦ 1901 εἰς δραχ. 138,765,302, ἤτοι διαφορὰ ἐπὶ ἔλαττον δρ. 3,874,001.	[1116, 1754, 1358, 1851]
